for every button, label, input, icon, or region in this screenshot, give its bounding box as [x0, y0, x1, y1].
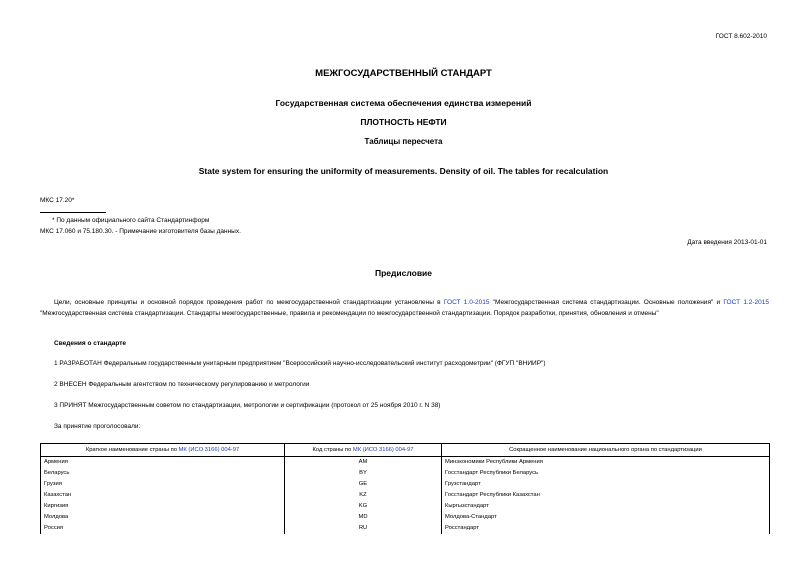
- gost-1-0-link[interactable]: ГОСТ 1.0-2015: [443, 299, 490, 306]
- preface-text-3: "Межгосударственная система стандартизации. Стандарты межгосударственные, правила и рекомендации по межгосударственной стандартизации. Порядок разработки, принятия, обновления и отмены": [40, 310, 659, 317]
- preface-heading: Предисловие: [374, 268, 433, 278]
- footnote-divider: [40, 212, 106, 213]
- header-country-name-text: Краткое наименование страны по: [85, 446, 179, 453]
- country-name: Казахстан: [41, 490, 285, 501]
- country-code: RU: [285, 523, 442, 534]
- subtitle-heading: Таблицы пересчета: [364, 137, 443, 146]
- country-code: BY: [285, 468, 442, 479]
- preface-text-2: "Межгосударственная система стандартизации. Основные положения" и: [489, 299, 724, 306]
- table-row: [41, 512, 770, 523]
- table-row: [41, 479, 770, 490]
- table-row: [41, 468, 770, 479]
- table-row: [41, 490, 770, 501]
- country-code: AM: [285, 457, 442, 469]
- table-row: [41, 457, 770, 469]
- table-row: [41, 523, 770, 534]
- country-code: GE: [285, 479, 442, 490]
- mk-iso-link-1[interactable]: МК (ИСО 3166) 004-97: [178, 446, 240, 453]
- standards-body: Минэкономики Республики Армения: [442, 457, 770, 469]
- standards-body: Кыргызстандарт: [442, 501, 770, 512]
- info-item-1: 1 РАЗРАБОТАН Федеральным государственным унитарным предприятием "Всероссийский научно-исследовательский институт расходометрии" (ФГУП "ВНИИР"): [54, 360, 546, 367]
- preface-paragraph: [40, 297, 769, 319]
- subject-heading: ПЛОТНОСТЬ НЕФТИ: [360, 117, 447, 127]
- voted-label: За принятие проголосовали:: [54, 423, 141, 430]
- standards-body: Госстандарт Республики Беларусь: [442, 468, 770, 479]
- country-code: MD: [285, 512, 442, 523]
- country-name: Беларусь: [41, 468, 285, 479]
- info-item-2: 2 ВНЕСЕН Федеральным агентством по техническому регулированию и метрологии: [54, 381, 310, 388]
- country-name: Армения: [41, 457, 285, 469]
- document-code: ГОСТ 8.602-2010: [715, 33, 767, 40]
- preface-text-1: Цели, основные принципы и основной порядок проведения работ по межгосударственной стандартизации установлены в: [54, 299, 444, 306]
- mks-code: МКС 17.20*: [40, 197, 75, 204]
- country-name: Грузия: [41, 479, 285, 490]
- standards-body: Росстандарт: [442, 523, 770, 534]
- table-row: [41, 501, 770, 512]
- info-item-3: 3 ПРИНЯТ Межгосударственным советом по стандартизации, метрологии и сертификации (протокол от 25 ноября 2010 г. N 38): [54, 402, 441, 409]
- country-name: Киргизия: [41, 501, 285, 512]
- country-name: Молдова: [41, 512, 285, 523]
- footnote-1: * По данным официального сайта Стандартинформ: [52, 217, 210, 224]
- gost-1-2-link[interactable]: ГОСТ 1.2-2015: [723, 299, 769, 306]
- header-country-code: [285, 444, 442, 457]
- table-header-row: [41, 444, 770, 457]
- system-heading: Государственная система обеспечения единства измерений: [275, 98, 532, 108]
- header-country-name: [41, 444, 285, 457]
- footnote-2: МКС 17.060 и 75.180.30. - Примечание изготовителя базы данных.: [40, 228, 241, 235]
- country-name: Россия: [41, 523, 285, 534]
- standards-body: Грузстандарт: [442, 479, 770, 490]
- standard-type-heading: МЕЖГОСУДАРСТВЕННЫЙ СТАНДАРТ: [315, 68, 492, 79]
- country-code: KG: [285, 501, 442, 512]
- voting-table: [40, 443, 770, 534]
- header-standards-body: Сокращенное наименование национального органа по стандартизации: [442, 444, 770, 457]
- info-heading: Сведения о стандарте: [54, 340, 127, 347]
- standards-body: Госстандарт Республики Казахстан: [442, 490, 770, 501]
- introduction-date: Дата введения 2013-01-01: [687, 239, 767, 246]
- header-country-code-text: Код страны по: [312, 446, 353, 453]
- english-title: State system for ensuring the uniformity of measurements. Density of oil. The tables for recalculation: [198, 166, 609, 176]
- mk-iso-link-2[interactable]: МК (ИСО 3166) 004-97: [352, 446, 414, 453]
- standards-body: Молдова-Стандарт: [442, 512, 770, 523]
- country-code: KZ: [285, 490, 442, 501]
